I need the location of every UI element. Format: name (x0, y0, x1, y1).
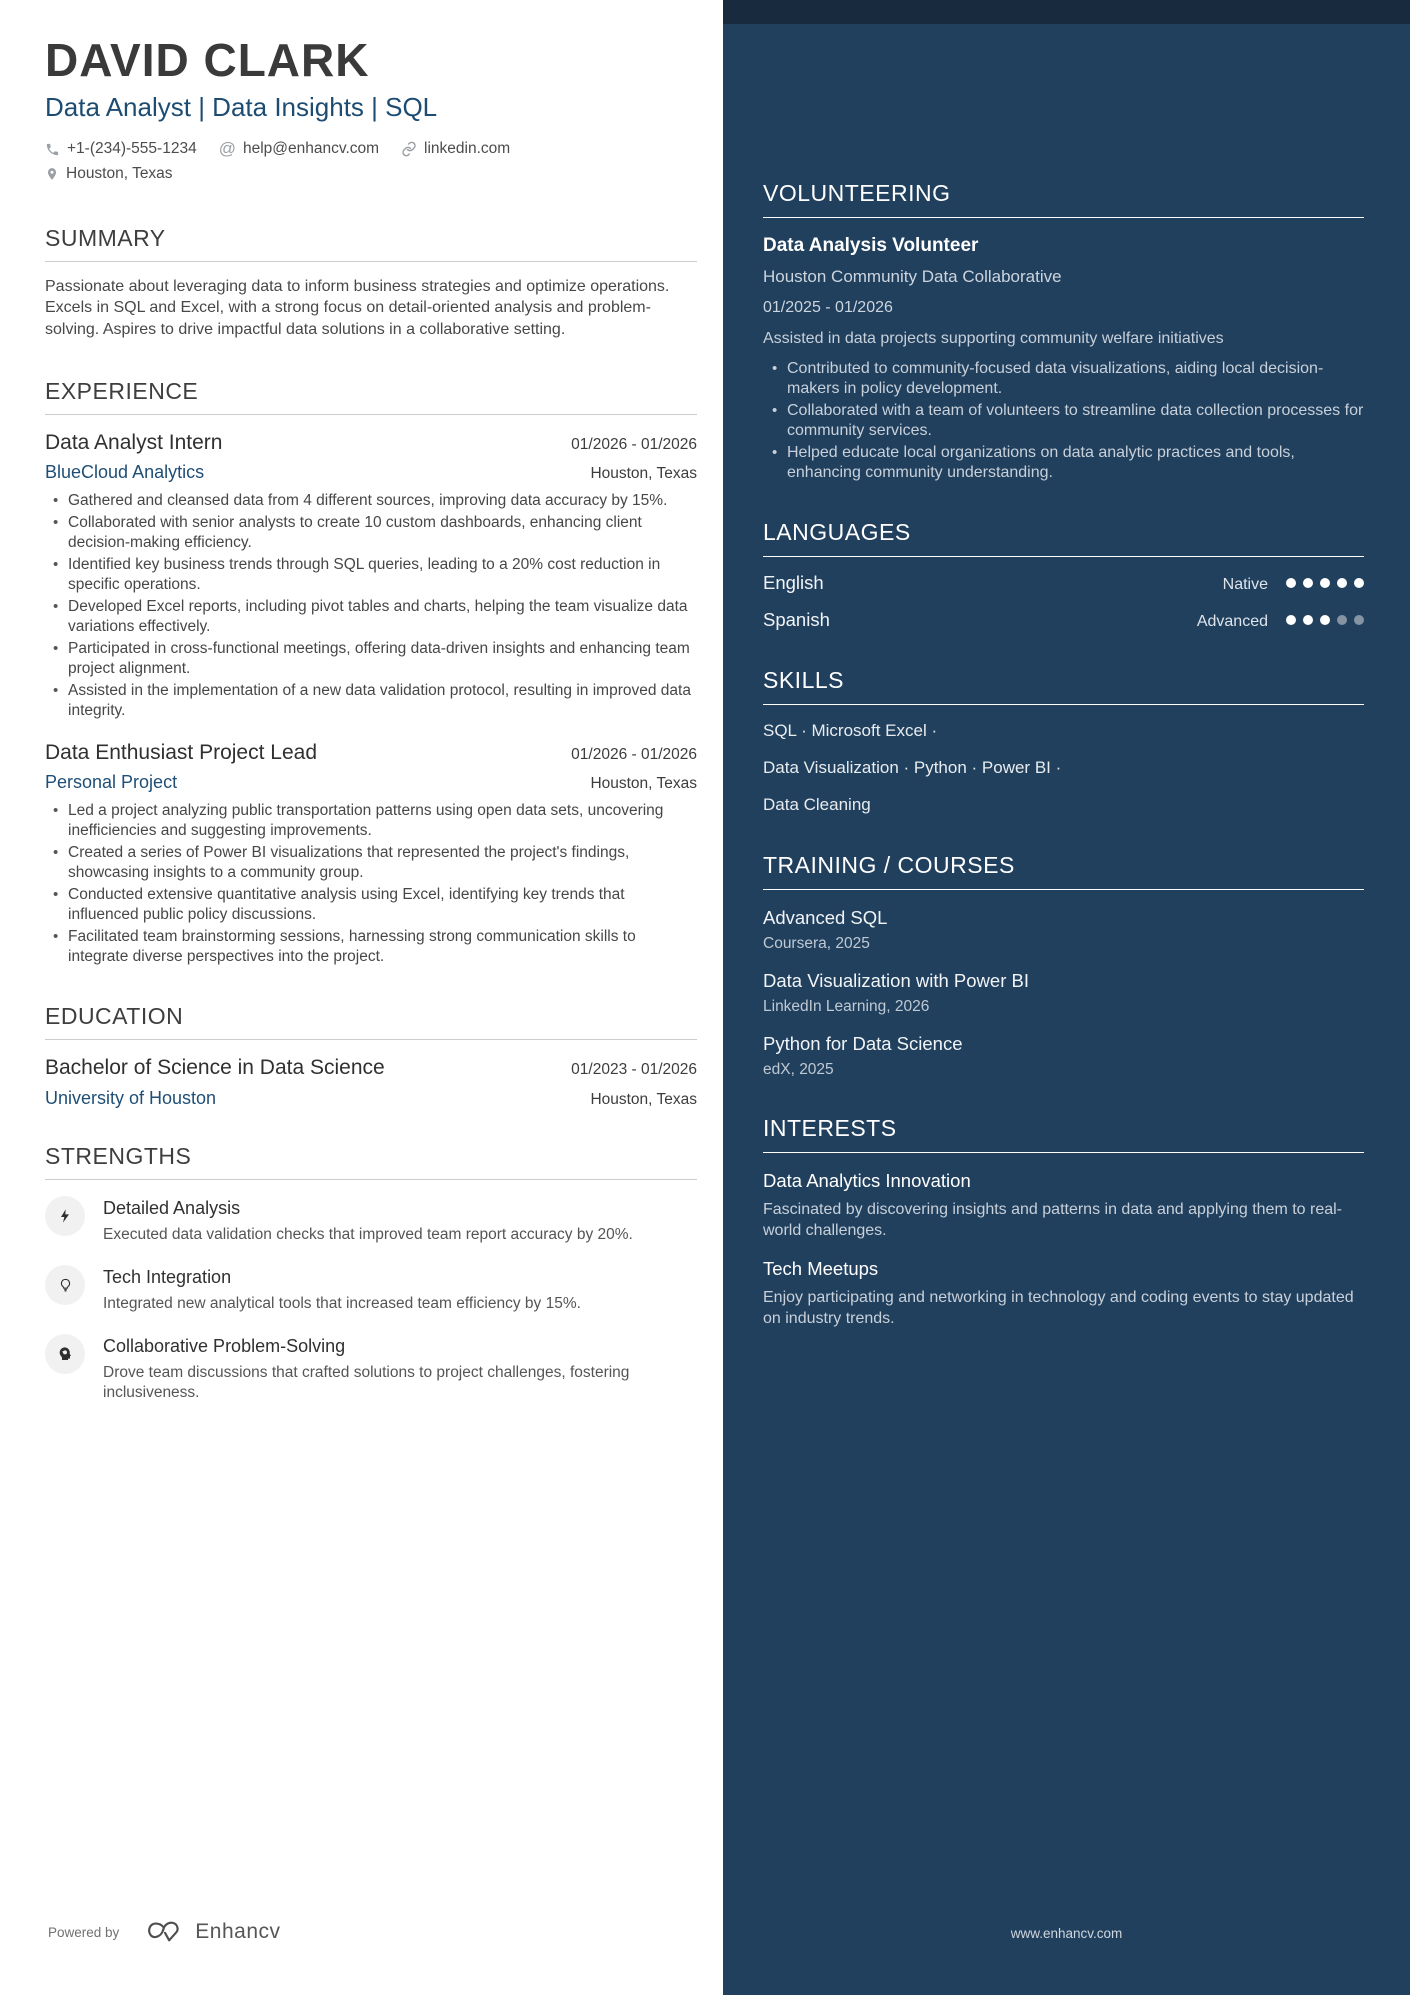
volunteer-dates: 01/2025 - 01/2026 (763, 299, 893, 317)
course-title: Data Visualization with Power BI (763, 969, 1029, 991)
website-url[interactable]: linkedin.com (424, 140, 511, 158)
skill-line: Data Visualization · Python · Power BI · (763, 757, 1062, 777)
section-divider (45, 1039, 697, 1040)
strength-item (45, 1196, 697, 1245)
job-dates: 01/2026 - 01/2026 (571, 745, 697, 763)
course-provider: edX, 2025 (763, 1060, 834, 1078)
volunteering-heading: VOLUNTEERING (763, 180, 951, 206)
course-item (763, 970, 1364, 1016)
course-title: Python for Data Science (763, 1032, 963, 1054)
interest-item (763, 1170, 1364, 1242)
language-proficiency-dots (1286, 578, 1364, 588)
education-location: Houston, Texas (590, 1090, 697, 1108)
course-provider: Coursera, 2025 (763, 934, 870, 952)
section-divider (763, 704, 1364, 705)
section-divider (45, 1179, 697, 1180)
bullet: • Helped educate local organizations on data analytic practices and tools, enhancing community understanding. (763, 443, 1364, 483)
education-heading: EDUCATION (45, 1002, 184, 1029)
job-title: Data Analyst Intern (45, 430, 223, 454)
strength-item (45, 1265, 697, 1314)
summary-text: Passionate about leveraging data to inform business strategies and optimize operations. Excels in SQL and Excel, with a strong focus on detail-oriented analysis and problem-solving. Aspires to drive impactful data solutions in a collaborative setting. (45, 278, 670, 338)
phone-number: +1-(234)-555-1234 (67, 140, 197, 158)
experience-heading: EXPERIENCE (45, 377, 199, 404)
experience-section (45, 378, 697, 967)
interest-desc: Enjoy participating and networking in technology and coding events to stay updated on industry trends. (763, 1289, 1354, 1328)
bullet: • Developed Excel reports, including pivot tables and charts, helping the team visualize data variations effectively. (45, 597, 697, 637)
bullet: • Created a series of Power BI visualizations that represented the project's findings, showcasing insights to a community group. (45, 843, 697, 883)
interest-desc: Fascinated by discovering insights and patterns in data and applying them to real-world challenges. (763, 1200, 1343, 1239)
volunteering-section (763, 180, 1364, 483)
education-entry (45, 1056, 697, 1109)
bullet: • Contributed to community-focused data visualizations, aiding local decision-makers in policy development. (763, 359, 1364, 399)
footer-branding (48, 1919, 281, 1945)
brand-name[interactable]: Enhancv (195, 1920, 281, 1943)
email-address[interactable]: help@enhancv.com (242, 140, 380, 158)
candidate-name: DAVID CLARK (45, 34, 370, 86)
bullet: • Collaborated with senior analysts to create 10 custom dashboards, enhancing client decision-making efficiency. (45, 513, 697, 553)
section-divider (763, 889, 1364, 890)
summary-section (45, 225, 697, 339)
strength-title: Detailed Analysis (103, 1197, 241, 1218)
interests-section (763, 1115, 1364, 1330)
section-divider (763, 556, 1364, 557)
location-contact (45, 165, 173, 183)
strength-desc: Executed data validation checks that improved team report accuracy by 20%. (103, 1225, 633, 1243)
sidebar-top-band (723, 0, 1410, 24)
bullet: • Conducted extensive quantitative analysis using Excel, identifying key trends that influenced public policy discussions. (45, 885, 697, 925)
languages-section (763, 519, 1364, 631)
bullet: • Led a project analyzing public transportation patterns using open data sets, uncovering inefficiencies and suggesting improvements. (45, 801, 697, 841)
interest-title: Tech Meetups (763, 1258, 879, 1280)
training-section (763, 852, 1364, 1079)
job-bullet-list (45, 491, 697, 721)
job-dates: 01/2026 - 01/2026 (571, 435, 697, 453)
strength-desc: Integrated new analytical tools that increased team efficiency by 15%. (103, 1294, 581, 1312)
skill-line: Data Cleaning (763, 794, 871, 814)
interest-item (763, 1258, 1364, 1330)
strengths-section (45, 1143, 697, 1403)
strength-item (45, 1334, 697, 1403)
languages-heading: LANGUAGES (763, 518, 911, 545)
strength-title: Tech Integration (103, 1266, 232, 1287)
training-heading: TRAINING / COURSES (763, 851, 1015, 878)
contact-info (45, 139, 697, 183)
strength-desc: Drove team discussions that crafted solutions to project challenges, fostering inclusiveness. (103, 1363, 630, 1401)
skills-heading: SKILLS (763, 666, 844, 693)
lightning-icon (45, 1196, 85, 1236)
bullet: • Assisted in the implementation of a new data validation protocol, resulting in improved data integrity. (45, 681, 697, 721)
job-location: Houston, Texas (590, 774, 697, 792)
course-item (763, 907, 1364, 953)
at-icon: @ (218, 139, 236, 159)
phone-contact (45, 140, 197, 158)
skill-line: SQL · Microsoft Excel · (763, 720, 938, 740)
email-contact[interactable] (219, 139, 379, 159)
school-name: University of Houston (45, 1087, 217, 1108)
section-divider (45, 414, 697, 415)
strength-title: Collaborative Problem-Solving (103, 1335, 346, 1356)
section-divider (763, 1152, 1364, 1153)
interest-title: Data Analytics Innovation (763, 1169, 971, 1191)
section-divider (45, 261, 697, 262)
language-proficiency-dots (1286, 615, 1364, 625)
language-name: English (763, 571, 824, 593)
experience-entry (45, 431, 697, 721)
experience-entry (45, 741, 697, 967)
bullet: • Facilitated team brainstorming sessions, harnessing strong communication skills to integrate diverse perspectives into the project. (45, 927, 697, 967)
interests-heading: INTERESTS (763, 1114, 897, 1141)
strengths-heading: STRENGTHS (45, 1142, 192, 1169)
volunteer-summary: Assisted in data projects supporting community welfare initiatives (763, 330, 1224, 348)
enhancv-logo[interactable] (145, 1919, 280, 1945)
language-row (763, 609, 1364, 631)
education-dates: 01/2023 - 01/2026 (571, 1060, 697, 1078)
job-bullet-list (45, 801, 697, 967)
volunteer-org: Houston Community Data Collaborative (763, 267, 1062, 286)
lightbulb-icon (45, 1265, 85, 1305)
head-idea-icon (45, 1334, 85, 1374)
job-company: Personal Project (45, 771, 178, 792)
course-provider: LinkedIn Learning, 2026 (763, 997, 930, 1015)
link-icon (401, 141, 417, 157)
skills-section (763, 667, 1364, 816)
language-level: Advanced (1196, 612, 1268, 630)
bullet: • Collaborated with a team of volunteers to streamline data collection processes for community services. (763, 401, 1364, 441)
resume-sidebar (723, 0, 1410, 1995)
section-divider (763, 217, 1364, 218)
bullet: • Identified key business trends through SQL queries, leading to a 20% cost reduction in specific operations. (45, 555, 697, 595)
language-level: Native (1222, 575, 1268, 593)
language-name: Spanish (763, 608, 830, 630)
phone-icon (45, 142, 60, 157)
volunteer-bullet-list (763, 359, 1364, 483)
course-item (763, 1033, 1364, 1079)
enhancv-site-link[interactable]: www.enhancv.com (1010, 1926, 1123, 1941)
volunteer-role: Data Analysis Volunteer (763, 235, 979, 256)
powered-by-label: Powered by (48, 1924, 120, 1940)
job-company: BlueCloud Analytics (45, 461, 205, 482)
location-pin-icon (45, 166, 59, 182)
degree-title: Bachelor of Science in Data Science (45, 1055, 385, 1079)
summary-heading: SUMMARY (45, 225, 166, 252)
bullet: • Gathered and cleansed data from 4 different sources, improving data accuracy by 15%. (45, 491, 697, 511)
course-title: Advanced SQL (763, 906, 888, 928)
education-section (45, 1003, 697, 1109)
candidate-headline: Data Analyst | Data Insights | SQL (45, 92, 438, 123)
job-title: Data Enthusiast Project Lead (45, 740, 317, 764)
job-location: Houston, Texas (590, 464, 697, 482)
language-row (763, 572, 1364, 594)
website-contact[interactable] (401, 140, 510, 158)
bullet: • Participated in cross-functional meetings, offering data-driven insights and enhancing team project alignment. (45, 639, 697, 679)
location-text: Houston, Texas (66, 165, 173, 183)
